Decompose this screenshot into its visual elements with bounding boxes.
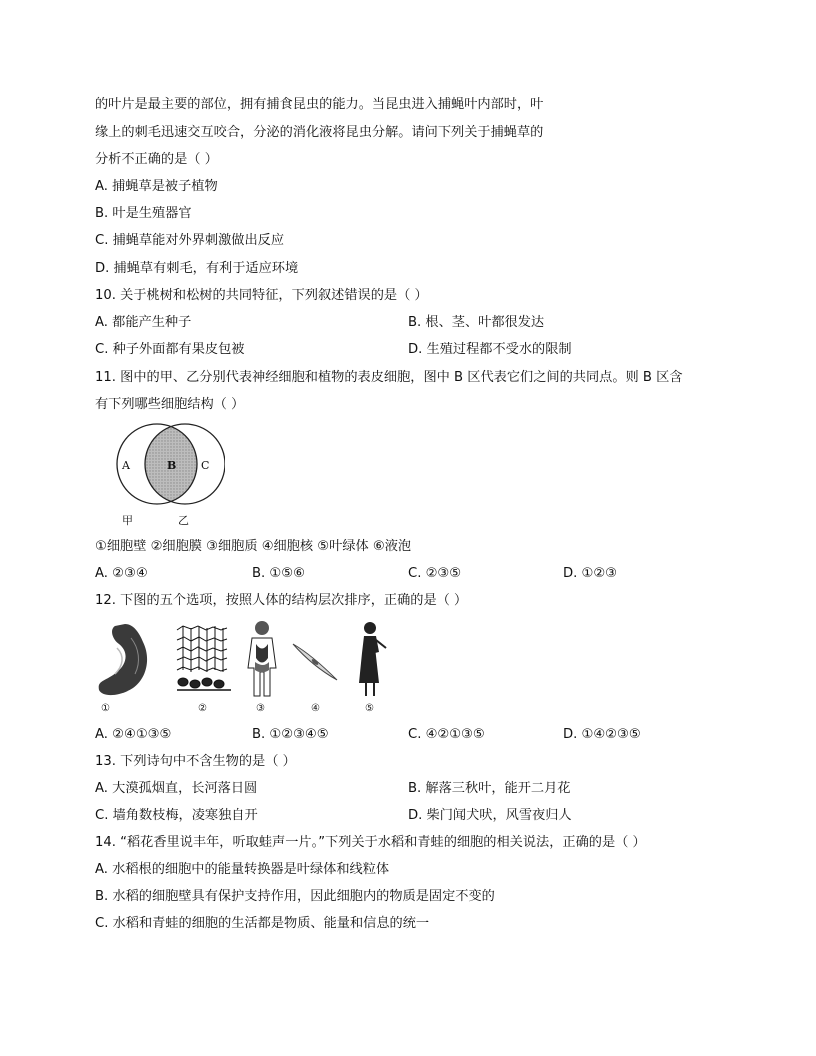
q11-option-d: D. ①②③ [563, 566, 618, 581]
tissue-image [176, 626, 231, 692]
q14-option-c: C. 水稻和青蛙的细胞的生活都是物质、能量和信息的统一 [95, 916, 430, 931]
q10-option-c: C. 种子外面都有果皮包被 [95, 342, 245, 357]
q12-option-c: C. ④②①③⑤ [408, 727, 485, 742]
q13-stem: 13. 下列诗句中不含生物的是（ ） [95, 754, 296, 769]
q11-stem-line-1: 11. 图中的甲、乙分别代表神经细胞和植物的表皮细胞，图中 B 区代表它们之间的共同点。则 B 区含 [95, 370, 683, 385]
q9-option-a: A. 捕蝇草是被子植物 [95, 179, 218, 194]
q14-stem: 14. “稻花香里说丰年，听取蛙声一片。”下列关于水稻和青蛙的细胞的相关说法，正确的是（ ） [95, 835, 646, 850]
q10-stem: 10. 关于桃树和松树的共同特征，下列叙述错误的是（ ） [95, 288, 428, 303]
venn-caption-yi: 乙 [178, 514, 189, 527]
q10-option-d: D. 生殖过程都不受水的限制 [408, 342, 572, 357]
fig-label-3: ③ [256, 703, 265, 714]
venn-label-a: A [122, 459, 130, 472]
human-system-image [248, 621, 276, 696]
structure-levels-figure [95, 618, 391, 722]
q12-option-a: A. ②④①③⑤ [95, 727, 172, 742]
q14-option-b: B. 水稻的细胞壁具有保护支持作用，因此细胞内的物质是固定不变的 [95, 889, 495, 904]
stomach-image [99, 624, 147, 695]
venn-diagram [95, 422, 225, 534]
q11-structures: ①细胞壁 ②细胞膜 ③细胞质 ④细胞核 ⑤叶绿体 ⑥液泡 [95, 539, 412, 554]
fig-label-1: ① [101, 703, 110, 714]
q9-option-c: C. 捕蝇草能对外界刺激做出反应 [95, 233, 285, 248]
venn-caption-jia: 甲 [122, 514, 133, 527]
q12-stem: 12. 下图的五个选项，按照人体的结构层次排序，正确的是（ ） [95, 593, 468, 608]
q13-option-a: A. 大漠孤烟直，长河落日圆 [95, 781, 258, 796]
q9-stem-line-3: 分析不正确的是（ ） [95, 152, 218, 167]
q9-stem-line-1: 的叶片是最主要的部位，拥有捕食昆虫的能力。当昆虫进入捕蝇叶内部时，叶 [95, 97, 544, 112]
q13-option-b: B. 解落三秋叶，能开二月花 [408, 781, 571, 796]
q13-option-c: C. 墙角数枝梅，凌寒独自开 [95, 808, 258, 823]
q11-option-a: A. ②③④ [95, 566, 148, 581]
fig-label-5: ⑤ [365, 703, 374, 714]
q9-option-d: D. 捕蝇草有刺毛，有利于适应环境 [95, 261, 299, 276]
fig-label-2: ② [198, 703, 207, 714]
fig-label-4: ④ [311, 703, 320, 714]
venn-label-c: C [201, 459, 210, 472]
q11-option-b: B. ①⑤⑥ [252, 566, 305, 581]
q10-option-a: A. 都能产生种子 [95, 315, 192, 330]
cell-image [293, 644, 337, 680]
venn-label-b: B [167, 459, 177, 472]
q10-option-b: B. 根、茎、叶都很发达 [408, 315, 545, 330]
q14-option-a: A. 水稻根的细胞中的能量转换器是叶绿体和线粒体 [95, 862, 390, 877]
q9-stem-line-2: 缘上的刺毛迅速交互咬合，分泌的消化液将昆虫分解。请问下列关于捕蝇草的 [95, 125, 544, 140]
q9-option-b: B. 叶是生殖器官 [95, 206, 192, 221]
q12-option-b: B. ①②③④⑤ [252, 727, 329, 742]
q13-option-d: D. 柴门闻犬吠，风雪夜归人 [408, 808, 572, 823]
q12-option-d: D. ①④②③⑤ [563, 727, 641, 742]
q11-stem-line-2: 有下列哪些细胞结构（ ） [95, 397, 245, 412]
person-image [359, 622, 386, 696]
q11-option-c: C. ②③⑤ [408, 566, 462, 581]
